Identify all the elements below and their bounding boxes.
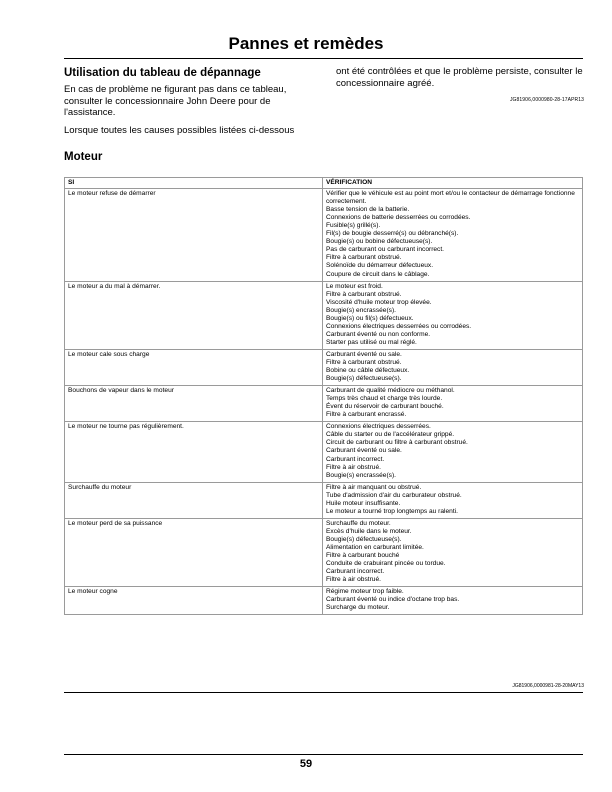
verification-item: Circuit de carburant ou filtre à carburant obstrué. xyxy=(326,439,468,447)
verification-item: Bougie(s) défectueuse(s). xyxy=(326,375,402,383)
verification-item: Carburant éventé ou sale. xyxy=(326,447,402,455)
verification-item: Filtre à air manquant ou obstrué. xyxy=(326,483,422,491)
verification-item: Excès d'huile dans le moteur. xyxy=(326,527,412,535)
title-divider xyxy=(64,58,583,59)
verification-item: Fusible(s) grillé(s). xyxy=(326,222,381,230)
section-reference-code: JG81906,0000981-28-20MAY13 xyxy=(512,683,584,689)
verification-item: Pas de carburant ou carburant incorrect. xyxy=(326,246,445,254)
verification-cell xyxy=(323,386,583,422)
symptom-cell: Le moteur perd de sa puissance xyxy=(65,518,323,586)
section-heading-moteur: Moteur xyxy=(64,151,103,163)
intro-paragraph-1: En cas de problème ne figurant pas dans ce tableau, consulter le concessionnaire John Deere pour de l'assistance. xyxy=(64,84,287,118)
table-header-row xyxy=(65,178,583,189)
verification-item: Carburant incorrect. xyxy=(326,455,385,463)
verification-item: Connexions de batterie desserrées ou corrodées. xyxy=(326,214,471,222)
page-title: Pannes et remèdes xyxy=(228,34,384,53)
table-row xyxy=(65,349,583,385)
verification-item: Bougie(s) encrassée(s). xyxy=(326,306,396,314)
verification-item: Alimentation en carburant limitée. xyxy=(326,543,424,551)
verification-cell xyxy=(323,518,583,586)
header-verification: VÉRIFICATION xyxy=(323,178,583,189)
verification-item: Huile moteur insuffisante. xyxy=(326,499,401,507)
page-number: 59 xyxy=(299,758,313,770)
verification-item: Surchauffe du moteur. xyxy=(326,519,391,527)
verification-item: Connexions électriques desserrées ou corrodées. xyxy=(326,322,472,330)
verification-cell xyxy=(323,189,583,282)
symptom-cell: Bouchons de vapeur dans le moteur xyxy=(65,386,323,422)
intro-paragraph-2: Lorsque toutes les causes possibles listées ci-dessous xyxy=(64,124,295,136)
verification-cell xyxy=(323,587,583,615)
symptom-cell: Surchauffe du moteur xyxy=(65,482,323,518)
symptom-cell: Le moteur cogne xyxy=(65,587,323,615)
verification-item: Régime moteur trop faible. xyxy=(326,588,404,596)
troubleshooting-table xyxy=(64,177,583,615)
section-end-divider xyxy=(64,692,583,693)
verification-item: Carburant éventé ou sale. xyxy=(326,350,402,358)
verification-item: Temps très chaud et charge très lourde. xyxy=(326,395,443,403)
intro-left-column xyxy=(64,66,316,142)
verification-item: Filtre à air obstrué. xyxy=(326,463,381,471)
table-row xyxy=(65,189,583,282)
verification-item: Évent du réservoir de carburant bouché. xyxy=(326,403,444,411)
intro-right-column xyxy=(336,66,584,104)
footer-divider xyxy=(64,754,583,755)
verification-cell xyxy=(323,422,583,482)
verification-item: Bobine ou câble défectueux. xyxy=(326,367,410,375)
intro-reference-code: JG81906,0000980-28-17APR13 xyxy=(509,97,584,103)
table-row xyxy=(65,422,583,482)
verification-item: Filtre à carburant encrassé. xyxy=(326,411,407,419)
verification-item: Bougie(s) défectueuse(s). xyxy=(326,535,402,543)
intro-heading: Utilisation du tableau de dépannage xyxy=(64,67,261,79)
verification-item: Solénoïde du démarreur défectueux. xyxy=(326,262,434,270)
symptom-cell: Le moteur a du mal à démarrer. xyxy=(65,281,323,349)
verification-item: Surcharge du moteur. xyxy=(326,604,390,612)
table-row xyxy=(65,386,583,422)
verification-item: Carburant éventé ou non conforme. xyxy=(326,330,431,338)
verification-item: Carburant de qualité médiocre ou méthanol. xyxy=(326,387,455,395)
verification-item: Coupure de circuit dans le câblage. xyxy=(326,270,430,278)
table-row xyxy=(65,587,583,615)
verification-cell xyxy=(323,281,583,349)
verification-item: Bougie(s) ou fil(s) défectueux. xyxy=(326,314,414,322)
verification-item: Câble du starter ou de l'accélérateur grippé. xyxy=(326,431,455,439)
verification-item: Filtre à carburant obstrué. xyxy=(326,290,402,298)
header-si: SI xyxy=(65,178,323,189)
verification-item: Carburant éventé ou indice d'octane trop bas. xyxy=(326,596,460,604)
verification-item: Connexions électriques desserrées. xyxy=(326,423,431,431)
verification-item: Bougie(s) ou bobine défectueuse(s). xyxy=(326,238,433,246)
verification-item: Tube d'admission d'air du carburateur obstrué. xyxy=(326,491,462,499)
verification-item: Filtre à carburant obstrué. xyxy=(326,358,402,366)
table-row xyxy=(65,281,583,349)
verification-item: Filtre à carburant bouché xyxy=(326,552,400,560)
verification-item: Basse tension de la batterie. xyxy=(326,206,410,214)
table-body xyxy=(65,189,583,615)
verification-item: Le moteur est froid. xyxy=(326,282,383,290)
symptom-cell: Le moteur cale sous charge xyxy=(65,349,323,385)
table-row xyxy=(65,482,583,518)
verification-item: Bougie(s) encrassée(s). xyxy=(326,471,396,479)
verification-item: Conduite de crabuirant pincée ou tordue. xyxy=(326,560,446,568)
verification-item: Le moteur a tourné trop longtemps au ralenti. xyxy=(326,507,458,515)
verification-item: Filtre à carburant obstrué. xyxy=(326,254,402,262)
verification-item: Filtre à air obstrué. xyxy=(326,576,381,584)
verification-cell xyxy=(323,482,583,518)
verification-item: Carburant incorrect. xyxy=(326,568,385,576)
verification-item: Starter pas utilisé ou mal réglé. xyxy=(326,338,417,346)
table-row xyxy=(65,518,583,586)
intro-paragraph-3: ont été contrôlées et que le problème persiste, consulter le concessionnaire agréé. xyxy=(336,66,583,89)
symptom-cell: Le moteur refuse de démarrer xyxy=(65,189,323,282)
verification-item: Vérifier que le véhicule est au point mort et/ou le contacteur de démarrage fonctionne correctement. xyxy=(326,190,575,206)
symptom-cell: Le moteur ne tourne pas régulièrement. xyxy=(65,422,323,482)
verification-item: Fil(s) de bougie desserré(s) ou débranché(s). xyxy=(326,230,459,238)
verification-cell xyxy=(323,349,583,385)
verification-item: Viscosité d'huile moteur trop élevée. xyxy=(326,298,432,306)
